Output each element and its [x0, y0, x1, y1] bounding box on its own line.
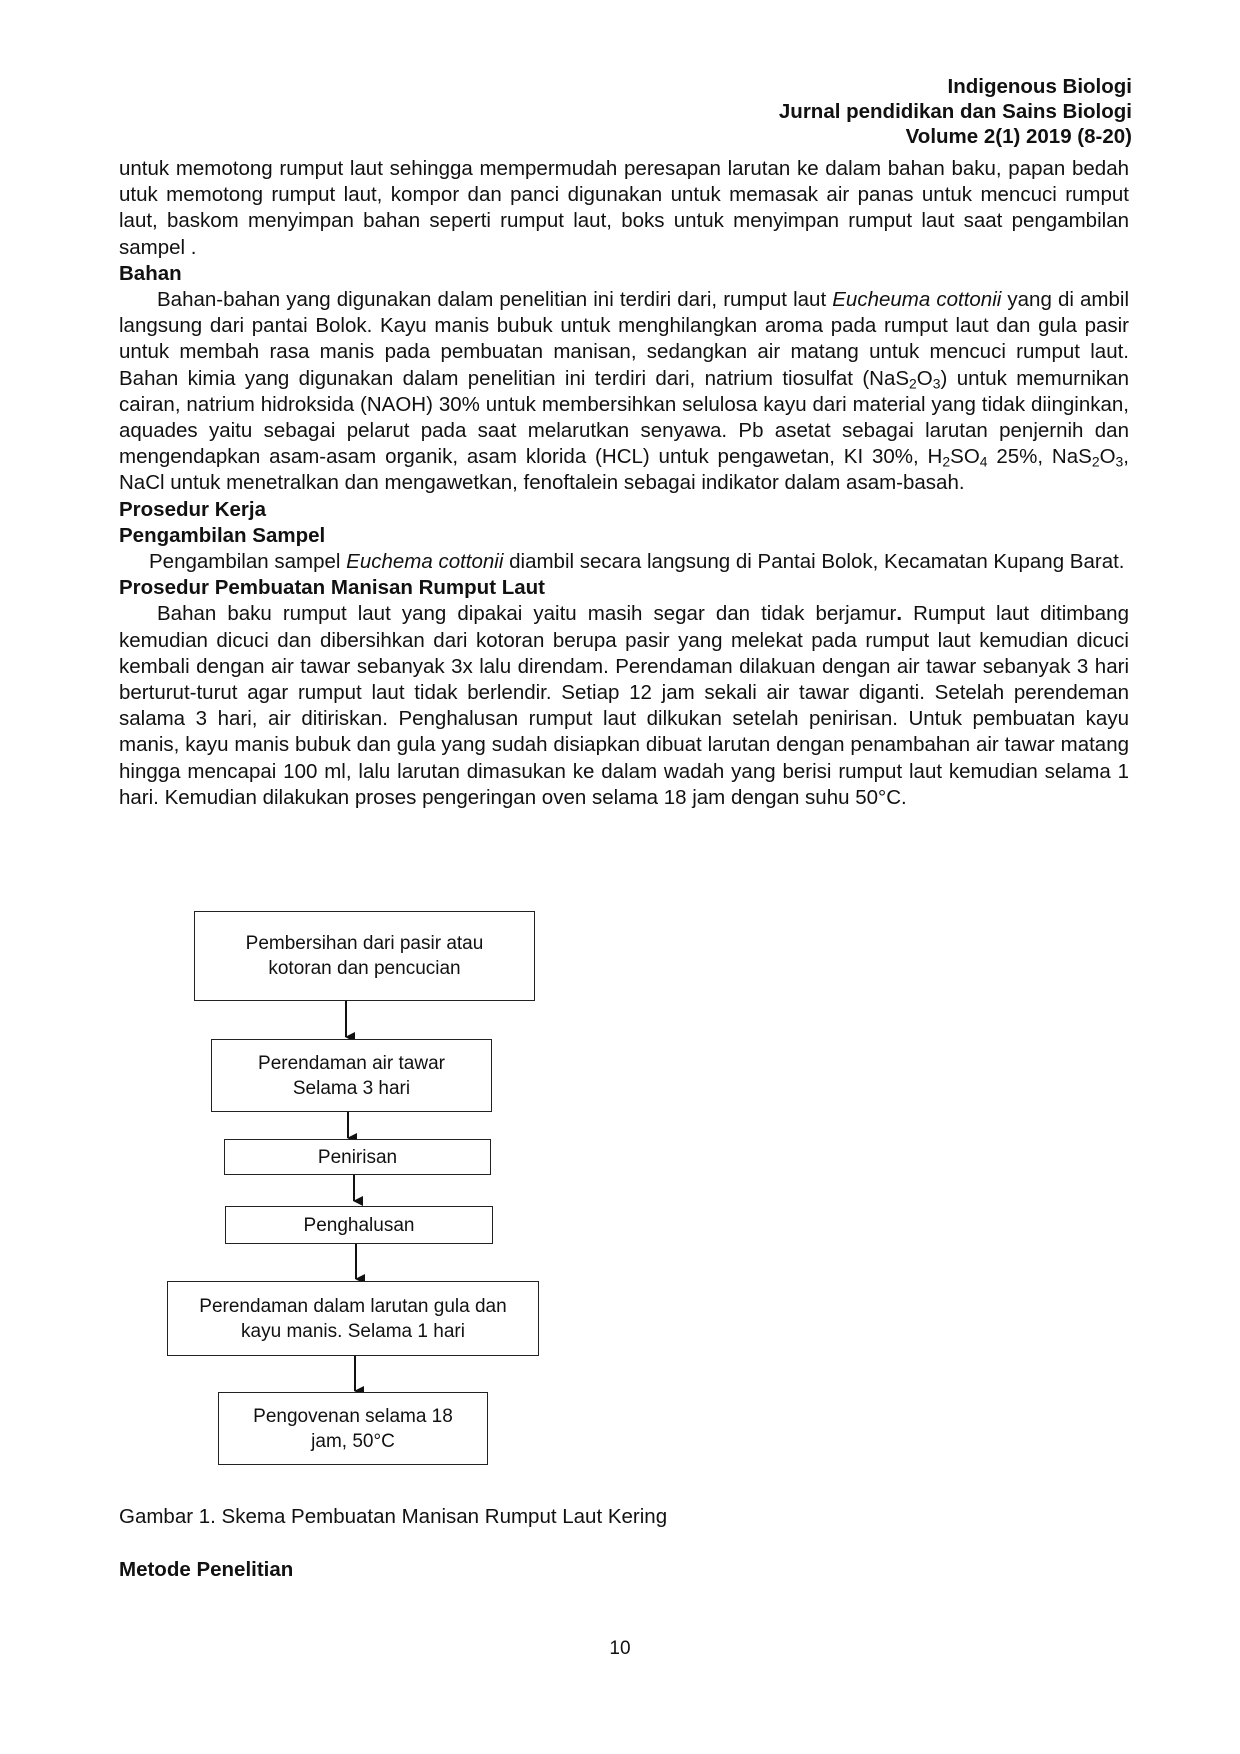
pembuatan-text-2: Rumput laut ditimbang kemudian dicuci dan dibersihkan dari kotoran berupa pasir yang melekat pada rumput laut kemudian dicuci kembali dengan air tawar sebanyak 3x lalu direndam. Perendaman dilakuan dengan air tawar sebanyak 3 hari berturut-turut agar rumput laut tidak berlendir. Setiap 12 jam sekali air tawar diganti. Setelah perendeman salama 3 hari, air ditiriskan. Penghalusan rumput laut dilkukan setelah penirisan. Untuk pembuatan kayu manis, kayu manis bubuk dan gula yang sudah disiapkan dibuat larutan dengan penambahan air tawar matang hingga mencapai 100 ml, lalu larutan dimasukan ke dalam wadah yang berisi rumput laut kemudian selama 1 hari. Kemudian dilakukan proses pengeringan oven selama 18 jam dengan suhu 50°C.	[119, 602, 1129, 809]
journal-volume: Volume 2(1) 2019 (8-20)	[905, 125, 1132, 148]
bahan-text-4: 25%, NaS	[987, 445, 1092, 469]
figure-caption: Gambar 1. Skema Pembuatan Manisan Rumput Laut Kering	[119, 1505, 668, 1528]
letter-o: O	[1099, 445, 1116, 469]
subscript-2: 2	[909, 375, 917, 392]
sampel-text-1: Pengambilan sampel	[149, 550, 347, 574]
species-name: Eucheuma cottonii	[832, 288, 1002, 312]
flow-step-label	[199, 1294, 506, 1344]
bold-period: .	[896, 602, 903, 626]
flow-step-text: jam, 50°C	[311, 1430, 395, 1452]
heading-metode-penelitian: Metode Penelitian	[119, 1558, 294, 1581]
flow-step-text: Penghalusan	[303, 1214, 415, 1236]
flow-step-text: kayu manis. Selama 1 hari	[241, 1320, 465, 1342]
subscript-4: 4	[979, 453, 988, 470]
letter-o: O	[916, 366, 933, 390]
flow-step-text: Selama 3 hari	[292, 1077, 411, 1099]
flow-step-pembersihan	[194, 911, 535, 1001]
flow-step-penghalusan	[225, 1206, 493, 1244]
flow-step-pengovenan	[218, 1392, 488, 1465]
flow-step-text: Penirisan	[317, 1146, 398, 1168]
letters-so: SO	[950, 445, 980, 469]
flow-step-text: Perendaman air tawar	[258, 1052, 445, 1074]
bahan-text-1: Bahan-bahan yang digunakan dalam penelitian ini terdiri dari, rumput laut	[157, 288, 833, 312]
flow-step-text: Pembersihan dari pasir atau	[245, 933, 484, 954]
flow-step-text: Perendaman dalam larutan gula dan	[199, 1295, 507, 1317]
flow-step-perendaman-air-tawar	[211, 1039, 492, 1112]
heading-prosedur-pembuatan: Prosedur Pembuatan Manisan Rumput Laut	[119, 576, 545, 600]
flow-step-label	[253, 1404, 453, 1454]
journal-name: Indigenous Biologi	[947, 75, 1132, 98]
heading-pengambilan-sampel: Pengambilan Sampel	[119, 523, 326, 547]
sampel-text-2: diambil secara langsung di Pantai Bolok, Kecamatan Kupang Barat.	[503, 550, 1125, 574]
flow-step-text: Pengovenan selama 18	[253, 1405, 453, 1427]
subscript-3: 3	[1115, 453, 1124, 470]
subscript-2: 2	[942, 453, 951, 470]
flow-step-label	[258, 1051, 445, 1101]
bahan-text-3: ) untuk memurnikan cairan, natrium hidroksida (NAOH) 30% untuk membersihkan selulosa kayu dari material yang tidak diinginkan, aquades yaitu sebagai pelarut pada saat melarutkan senyawa. Pb asetat sebagai larutan penjernih dan mengendapkan asam-asam organik, asam klorida (HCL) untuk pengawetan, KI 30%, H	[119, 366, 1129, 469]
flow-step-penirisan	[224, 1139, 491, 1175]
page-number: 10	[609, 1638, 631, 1659]
flow-step-perendaman-larutan	[167, 1281, 539, 1356]
pembuatan-text-1: Bahan baku rumput laut yang dipakai yaitu masih segar dan tidak berjamur	[157, 602, 897, 626]
intro-paragraph: untuk memotong rumput laut sehingga mempermudah peresapan larutan ke dalam bahan baku, papan bedah utuk memotong rumput laut, kompor dan panci digunakan untuk memasak air panas untuk mencuci rumput laut, baskom menyimpan bahan seperti rumput laut, boks untuk menyimpan rumput laut saat pengambilan sampel .	[119, 157, 1129, 259]
flow-step-label	[246, 931, 484, 981]
flow-step-text: kotoran dan pencucian	[268, 958, 461, 979]
subscript-2: 2	[1091, 453, 1100, 470]
journal-subtitle: Jurnal pendidikan dan Sains Biologi	[778, 100, 1132, 123]
heading-prosedur-kerja: Prosedur Kerja	[119, 497, 266, 521]
species-name: Euchema cottonii	[346, 550, 504, 574]
subscript-3: 3	[932, 375, 941, 392]
bahan-text-2: yang di ambil langsung dari pantai Bolok. Kayu manis bubuk untuk menghilangkan aroma pada rumput laut dan gula pasir untuk membah rasa manis pada pembuatan manisan, sedangkan air matang untuk mencuci rumput laut. Bahan kimia yang digunakan dalam penelitian ini terdiri dari, natrium tiosulfat (NaS	[119, 288, 1129, 390]
heading-bahan: Bahan	[119, 261, 182, 285]
bahan-text-5: , NaCl untuk menetralkan dan mengawetkan, fenoftalein sebagai indikator dalam asam-basah.	[119, 445, 1129, 495]
